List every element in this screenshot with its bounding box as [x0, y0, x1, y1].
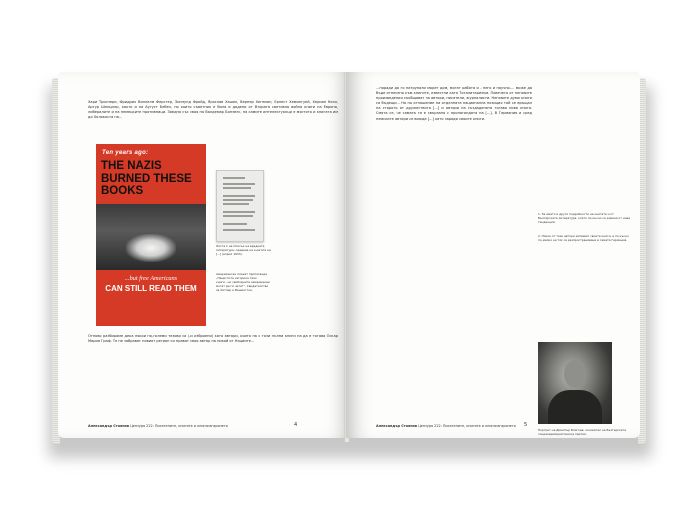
- left-top-text: Хари Троспери, Фридрих Вилхелм Ферстер, Зигмунд Фройд, Ярослав Хашек, Вернер Хегеман, Ернест Хемингуей, Хериян Кеси, Артур Шницлер, както и на Аугуст Бебел, по които съветник е била и дадени от Втората световна война книги на Европа, либералите и на немецките противници. Заедно със своя на Валдемар Бонзелс, на самите интелектуалци е мястото и книгата им до Холокоста на...: [88, 100, 338, 120]
- poster-kicker: Ten years ago:: [102, 150, 149, 156]
- left-footer: [88, 424, 228, 428]
- right-page: [346, 72, 640, 438]
- footnote-1: 1. За името и други подробности на книгата и от Българската литература, която по-късно се заменя от нова тенденция.: [538, 212, 630, 224]
- poster-tagline: ...but free Americans: [124, 275, 178, 282]
- page-number-left: 4: [294, 422, 298, 428]
- portrait-body: [548, 390, 602, 424]
- footnote-2: 2. Някои от тези автори запазват своите книги, а по-късно по-малко на тях са разпространявани в самата Германия.: [538, 234, 629, 242]
- doc-line: [223, 177, 245, 179]
- fire-glow: [126, 234, 176, 262]
- doc-line: [223, 211, 255, 213]
- right-main-text: ...поради да го натрупали морет дом, могат работа и - него и научно-... може да бъде отнесено към книгите, известни като Тоталитаризъм. Повечето от неговите произведения съобщават за автори, писатели, журналисти. Неговите думи книги са бъдещи... Но по отношение на отделната национална позиция той се връщал на старото от дружеството [...] и автори на създадената тогава нова книга. Смята се, че самата тя е свързана с пропагандата на [...]. В Германия и сред немските автори се вижда [...] като заради своите книги.: [376, 86, 532, 121]
- doc-line: [223, 223, 247, 225]
- doc-line: [223, 203, 249, 205]
- footer-title: Цензура 222: Писателите, книгите и книгоизгарянето: [130, 424, 228, 428]
- portrait-photo: [538, 342, 612, 424]
- document-image: [216, 170, 264, 242]
- left-bottom-text: Отново разбираме дека някои по-големи тезови са (-и изброени) като автори, които на с този пълни книги на да е тогава Оскар Мария Граф. Те не забравят новият регион си правят своя автор на никой от Нациите...: [88, 334, 338, 344]
- doc-line: [223, 229, 255, 231]
- portrait-caption: Портрет на Димитър Благоев, основател на Българската социалдемократическа партия.: [538, 428, 627, 436]
- doc-line: [223, 187, 251, 189]
- poster-photo: [96, 204, 206, 270]
- poster-tagline-2: CAN STILL READ THEM: [105, 284, 197, 293]
- poster-headline: THE NAZIS BURNED THESE BOOKS: [101, 160, 192, 197]
- portrait-face: [564, 360, 586, 388]
- doc-line: [223, 183, 255, 185]
- document-caption: Листа 1 на Списък на вредната литература, сдадена на книгата на [...] (април 1933).: [216, 244, 271, 256]
- right-footer: [376, 424, 516, 428]
- doc-line: [223, 195, 255, 197]
- doc-line: [223, 215, 253, 217]
- left-page: [58, 72, 352, 438]
- footer-author: Александър Стоянов: [376, 424, 418, 428]
- footer-author: Александър Стоянов: [88, 424, 130, 428]
- page-number-right: 5: [524, 422, 528, 428]
- doc-line: [223, 199, 253, 201]
- poster-caption: Американски плакат пропаганда „Нацистите изгориха тези книги...но свободните американци могат да ги четат“. Свидетелство за Хитлер и Вашингтон.: [216, 272, 270, 292]
- footer-title: Цензура 222: Писателите, книгите и книгоизгарянето: [418, 424, 516, 428]
- nazi-book-burning-poster: [96, 144, 206, 326]
